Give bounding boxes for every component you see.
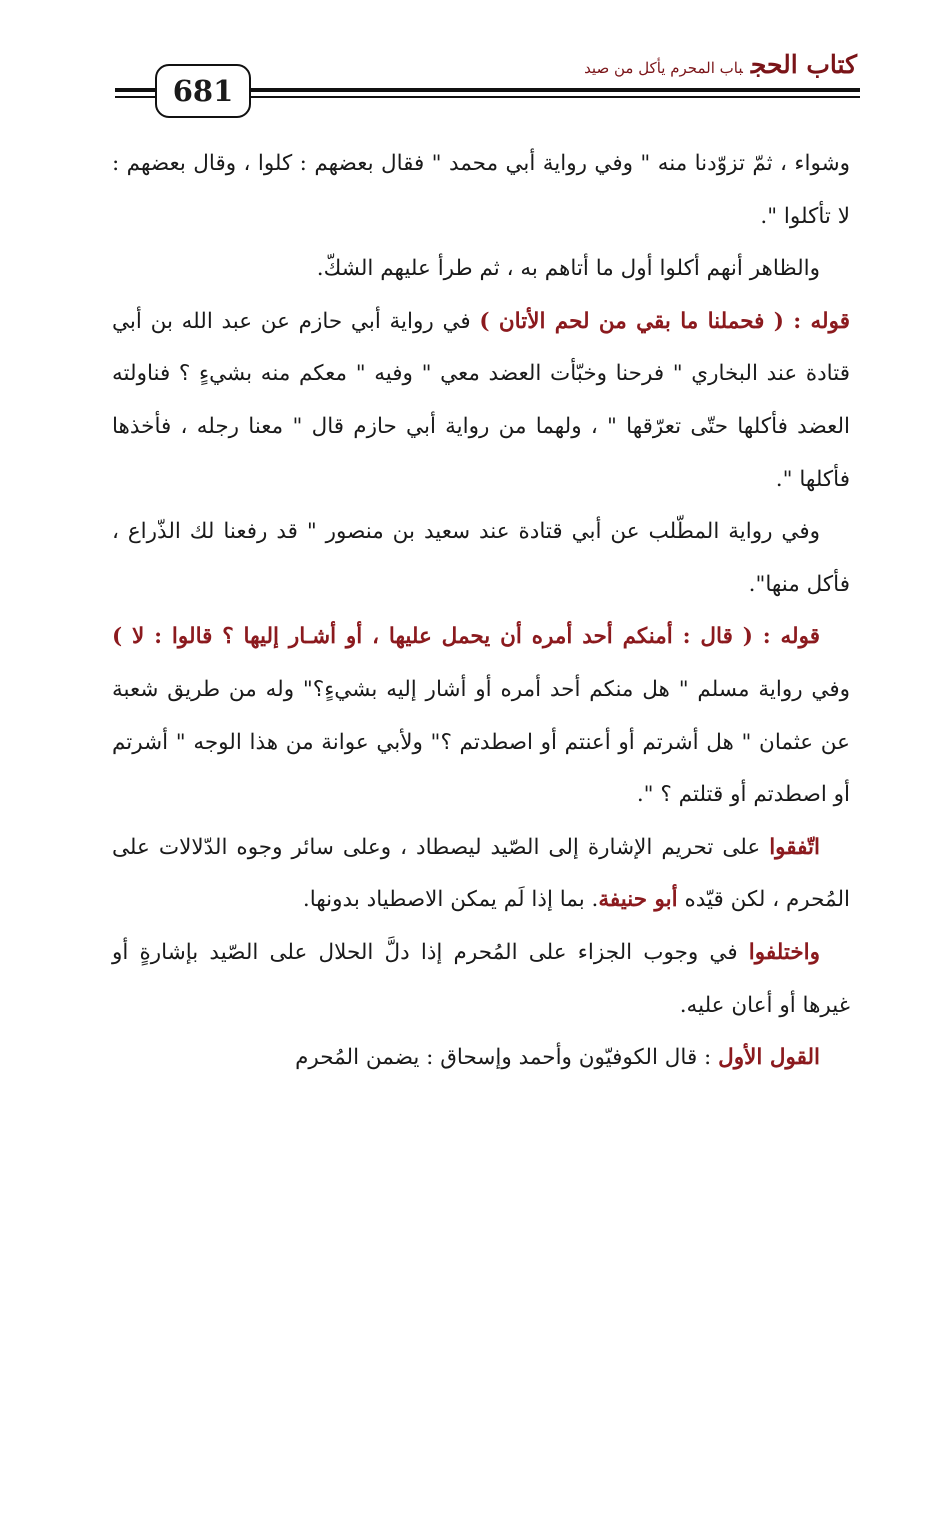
page-header xyxy=(0,0,945,130)
paragraph-text: وفي رواية مسلم " هل منكم أحد أمره أو أشار إليه بشيءٍ؟" وله من طريق شعبة عن عثمان " هل أشرتم أو أعنتم أو اصطدتم ؟" ولأبي عوانة من هذا الوجه " أشرتم أو اصطدتم أو قتلتم ؟ ". xyxy=(112,676,850,808)
paragraph-text: في رواية أبي حازم عن عبد الله بن أبي قتادة عند البخاري " فرحنا وخبّأت العضد معي " وفيه " معكم منه بشيءٍ ؟ فناولته العضد فأكلها حتّى تعرّقها " ، ولهما من رواية أبي حازم قال " معنا رجله ، فأخذها فأكلها ". xyxy=(112,308,850,492)
paragraph xyxy=(112,296,850,506)
highlighted-text: قوله : ( قال : أمنكم أحد أمره أن يحمل عليها ، أو أشـار إليها ؟ قالوا : لا ) xyxy=(112,624,820,650)
paragraph-text: وشواء ، ثمّ تزوّدنا منه " وفي رواية أبي محمد " فقال بعضهم : كلوا ، وقال بعضهم : لا تأكلوا ". xyxy=(112,151,850,229)
paragraph xyxy=(112,611,850,821)
paragraph-text: في وجوب الجزاء على المُحرم إذا دلَّ الحلال على الصّيد بإشارةٍ أو غيرها أو أعان عليه. xyxy=(112,939,850,1018)
page-body xyxy=(112,138,850,1085)
highlighted-text: اتّفقوا xyxy=(769,834,820,860)
paragraph xyxy=(112,506,850,611)
paragraph-text: وفي رواية المطّلب عن أبي قتادة عند سعيد بن منصور " قد رفعنا لك الذّراع ، فأكل منها". xyxy=(112,519,850,597)
highlighted-text: قوله : ( فحملنا ما بقي من لحم الأتان ) xyxy=(479,308,850,334)
highlighted-text: أبو حنيفة xyxy=(598,887,678,913)
paragraph xyxy=(112,822,850,927)
paragraph xyxy=(112,138,850,243)
paragraph xyxy=(112,927,850,1032)
chapter-title: باب المحرم يأكل من صيد xyxy=(584,59,743,77)
paragraph-text: على تحريم الإشارة إلى الصّيد ليصطاد ، وعلى سائر وجوه الدّلالات على المُحرم ، لكن قيّده xyxy=(112,834,850,913)
paragraph-text: والظاهر أنهم أكلوا أول ما أتاهم به ، ثم طرأ عليهم الشكّ. xyxy=(316,256,820,282)
paragraph-text: . بما إذا لَم يمكن الاصطياد بدونها. xyxy=(302,887,599,913)
paragraph xyxy=(112,1032,850,1085)
book-title: كتاب الحج xyxy=(750,50,857,79)
highlighted-text: واختلفوا xyxy=(748,939,820,965)
highlighted-text: القول الأول xyxy=(718,1045,820,1071)
paragraph xyxy=(112,243,850,296)
page-number: 681 xyxy=(155,64,251,118)
paragraph-text: : قال الكوفيّون وأحمد وإسحاق : يضمن المُحرم xyxy=(295,1045,719,1071)
running-head xyxy=(584,50,857,79)
